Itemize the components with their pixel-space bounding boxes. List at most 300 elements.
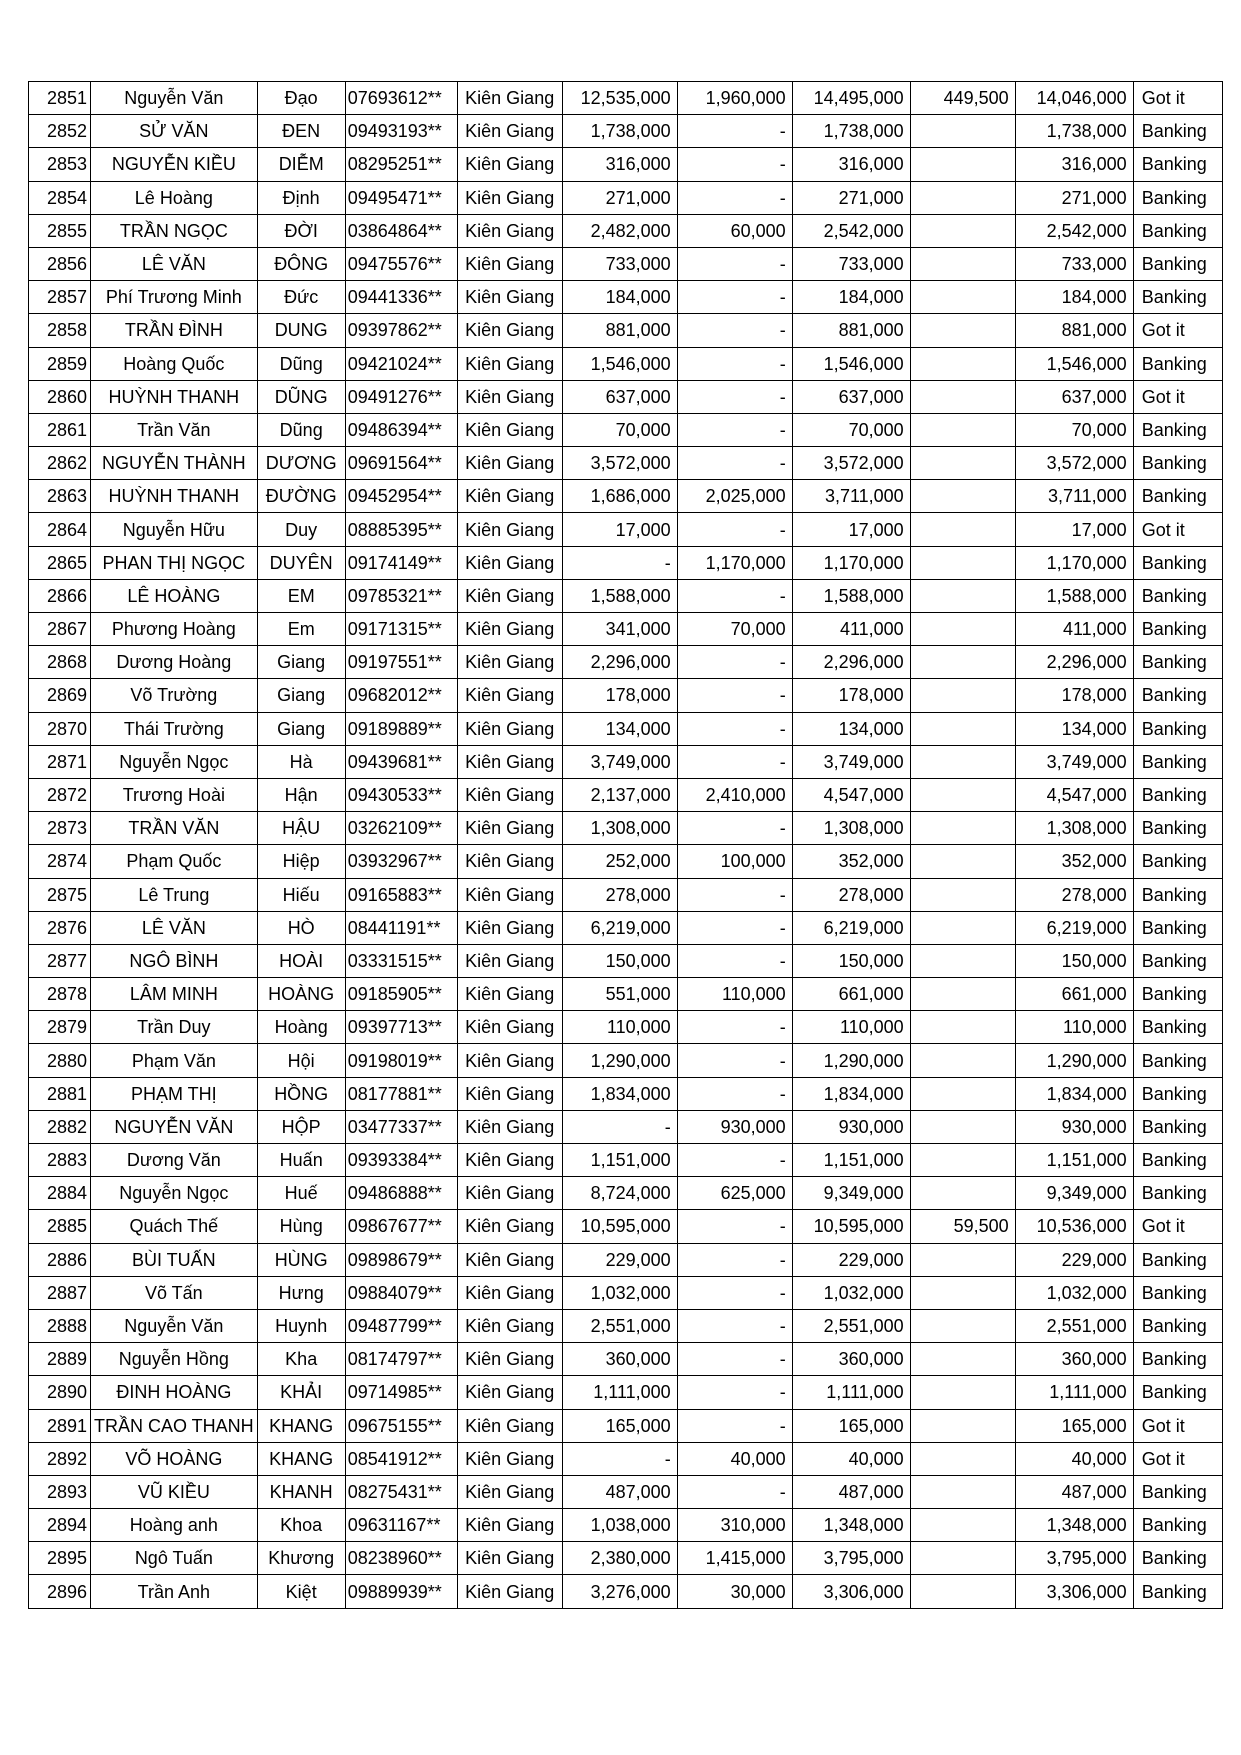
- total-cell: 1,170,000: [792, 546, 910, 579]
- province-cell: Kiên Giang: [457, 712, 562, 745]
- deduction-cell: [910, 1276, 1015, 1309]
- net-amount-cell: 3,795,000: [1015, 1542, 1133, 1575]
- net-amount-cell: 17,000: [1015, 513, 1133, 546]
- row-number-cell: 2891: [29, 1409, 91, 1442]
- phone-cell: 09495471**: [345, 181, 457, 214]
- total-cell: 1,308,000: [792, 812, 910, 845]
- total-cell: 110,000: [792, 1011, 910, 1044]
- total-cell: 10,595,000: [792, 1210, 910, 1243]
- surname-cell: LÊ HOÀNG: [91, 579, 258, 612]
- row-number-cell: 2885: [29, 1210, 91, 1243]
- table-row: [29, 148, 1223, 181]
- province-cell: Kiên Giang: [457, 281, 562, 314]
- table-row: [29, 181, 1223, 214]
- amount-2-cell: -: [677, 1077, 792, 1110]
- province-cell: Kiên Giang: [457, 1243, 562, 1276]
- total-cell: 178,000: [792, 679, 910, 712]
- surname-cell: Thái Trường: [91, 712, 258, 745]
- net-amount-cell: 1,738,000: [1015, 115, 1133, 148]
- net-amount-cell: 2,551,000: [1015, 1309, 1133, 1342]
- amount-1-cell: 1,038,000: [562, 1509, 677, 1542]
- payment-method-cell: Banking: [1133, 1475, 1222, 1508]
- given-name-cell: Hà: [257, 745, 345, 778]
- surname-cell: TRẦN CAO THANH: [91, 1409, 258, 1442]
- row-number-cell: 2870: [29, 712, 91, 745]
- total-cell: 316,000: [792, 148, 910, 181]
- amount-2-cell: -: [677, 347, 792, 380]
- deduction-cell: [910, 1442, 1015, 1475]
- province-cell: Kiên Giang: [457, 1509, 562, 1542]
- total-cell: 6,219,000: [792, 911, 910, 944]
- total-cell: 14,495,000: [792, 82, 910, 115]
- deduction-cell: [910, 1243, 1015, 1276]
- payment-method-cell: Banking: [1133, 480, 1222, 513]
- province-cell: Kiên Giang: [457, 1144, 562, 1177]
- amount-2-cell: -: [677, 247, 792, 280]
- amount-2-cell: 930,000: [677, 1110, 792, 1143]
- province-cell: Kiên Giang: [457, 845, 562, 878]
- surname-cell: HUỲNH THANH: [91, 380, 258, 413]
- given-name-cell: HÙNG: [257, 1243, 345, 1276]
- phone-cell: 09397862**: [345, 314, 457, 347]
- phone-cell: 09475576**: [345, 247, 457, 280]
- amount-2-cell: 2,410,000: [677, 778, 792, 811]
- amount-2-cell: -: [677, 115, 792, 148]
- surname-cell: Lê Trung: [91, 878, 258, 911]
- amount-1-cell: 278,000: [562, 878, 677, 911]
- net-amount-cell: 2,542,000: [1015, 214, 1133, 247]
- row-number-cell: 2864: [29, 513, 91, 546]
- row-number-cell: 2879: [29, 1011, 91, 1044]
- amount-2-cell: -: [677, 447, 792, 480]
- table-row: [29, 911, 1223, 944]
- net-amount-cell: 360,000: [1015, 1343, 1133, 1376]
- given-name-cell: KHANG: [257, 1409, 345, 1442]
- total-cell: 184,000: [792, 281, 910, 314]
- total-cell: 150,000: [792, 944, 910, 977]
- deduction-cell: [910, 1177, 1015, 1210]
- row-number-cell: 2878: [29, 978, 91, 1011]
- row-number-cell: 2862: [29, 447, 91, 480]
- data-table: [28, 81, 1223, 1609]
- total-cell: 930,000: [792, 1110, 910, 1143]
- table-row: [29, 1343, 1223, 1376]
- table-row: [29, 447, 1223, 480]
- surname-cell: Dương Hoàng: [91, 646, 258, 679]
- payment-method-cell: Banking: [1133, 745, 1222, 778]
- amount-2-cell: 1,170,000: [677, 546, 792, 579]
- surname-cell: PHẠM THỊ: [91, 1077, 258, 1110]
- given-name-cell: Huấn: [257, 1144, 345, 1177]
- table-row: [29, 214, 1223, 247]
- payment-method-cell: Banking: [1133, 579, 1222, 612]
- amount-1-cell: 316,000: [562, 148, 677, 181]
- phone-cell: 09889939**: [345, 1575, 457, 1608]
- phone-cell: 08885395**: [345, 513, 457, 546]
- payment-method-cell: Banking: [1133, 978, 1222, 1011]
- province-cell: Kiên Giang: [457, 812, 562, 845]
- surname-cell: NGUYỄN KIỀU: [91, 148, 258, 181]
- amount-2-cell: -: [677, 1011, 792, 1044]
- surname-cell: TRẦN VĂN: [91, 812, 258, 845]
- province-cell: Kiên Giang: [457, 878, 562, 911]
- row-number-cell: 2877: [29, 944, 91, 977]
- province-cell: Kiên Giang: [457, 1475, 562, 1508]
- table-row: [29, 1177, 1223, 1210]
- amount-1-cell: 551,000: [562, 978, 677, 1011]
- phone-cell: 09493193**: [345, 115, 457, 148]
- phone-cell: 09165883**: [345, 878, 457, 911]
- phone-cell: 08238960**: [345, 1542, 457, 1575]
- total-cell: 1,290,000: [792, 1044, 910, 1077]
- row-number-cell: 2875: [29, 878, 91, 911]
- given-name-cell: Huế: [257, 1177, 345, 1210]
- province-cell: Kiên Giang: [457, 1376, 562, 1409]
- given-name-cell: KHANG: [257, 1442, 345, 1475]
- amount-2-cell: 110,000: [677, 978, 792, 1011]
- surname-cell: Nguyễn Hồng: [91, 1343, 258, 1376]
- net-amount-cell: 733,000: [1015, 247, 1133, 280]
- amount-2-cell: 70,000: [677, 613, 792, 646]
- row-number-cell: 2873: [29, 812, 91, 845]
- payment-method-cell: Banking: [1133, 214, 1222, 247]
- amount-2-cell: -: [677, 148, 792, 181]
- amount-1-cell: 70,000: [562, 413, 677, 446]
- amount-2-cell: -: [677, 1309, 792, 1342]
- province-cell: Kiên Giang: [457, 944, 562, 977]
- table-row: [29, 1110, 1223, 1143]
- given-name-cell: DŨNG: [257, 380, 345, 413]
- amount-2-cell: -: [677, 513, 792, 546]
- net-amount-cell: 1,151,000: [1015, 1144, 1133, 1177]
- table-row: [29, 513, 1223, 546]
- payment-method-cell: Got it: [1133, 1442, 1222, 1475]
- surname-cell: Võ Tấn: [91, 1276, 258, 1309]
- deduction-cell: [910, 579, 1015, 612]
- amount-1-cell: -: [562, 546, 677, 579]
- phone-cell: 09486394**: [345, 413, 457, 446]
- amount-1-cell: -: [562, 1110, 677, 1143]
- province-cell: Kiên Giang: [457, 1044, 562, 1077]
- table-row: [29, 1475, 1223, 1508]
- total-cell: 3,795,000: [792, 1542, 910, 1575]
- table-row: [29, 314, 1223, 347]
- province-cell: Kiên Giang: [457, 911, 562, 944]
- phone-cell: 09867677**: [345, 1210, 457, 1243]
- province-cell: Kiên Giang: [457, 646, 562, 679]
- phone-cell: 09439681**: [345, 745, 457, 778]
- deduction-cell: [910, 513, 1015, 546]
- phone-cell: 09884079**: [345, 1276, 457, 1309]
- deduction-cell: [910, 1509, 1015, 1542]
- province-cell: Kiên Giang: [457, 380, 562, 413]
- payment-method-cell: Banking: [1133, 1011, 1222, 1044]
- amount-2-cell: -: [677, 878, 792, 911]
- surname-cell: Dương Văn: [91, 1144, 258, 1177]
- phone-cell: 08441191**: [345, 911, 457, 944]
- total-cell: 881,000: [792, 314, 910, 347]
- deduction-cell: [910, 812, 1015, 845]
- net-amount-cell: 316,000: [1015, 148, 1133, 181]
- table-row: [29, 812, 1223, 845]
- province-cell: Kiên Giang: [457, 314, 562, 347]
- net-amount-cell: 1,170,000: [1015, 546, 1133, 579]
- given-name-cell: Hoàng: [257, 1011, 345, 1044]
- amount-2-cell: -: [677, 1044, 792, 1077]
- province-cell: Kiên Giang: [457, 347, 562, 380]
- phone-cell: 03477337**: [345, 1110, 457, 1143]
- province-cell: Kiên Giang: [457, 1309, 562, 1342]
- total-cell: 3,749,000: [792, 745, 910, 778]
- net-amount-cell: 278,000: [1015, 878, 1133, 911]
- deduction-cell: [910, 115, 1015, 148]
- surname-cell: TRẦN NGỌC: [91, 214, 258, 247]
- phone-cell: 08275431**: [345, 1475, 457, 1508]
- table-row: [29, 778, 1223, 811]
- given-name-cell: Kiệt: [257, 1575, 345, 1608]
- amount-1-cell: 3,276,000: [562, 1575, 677, 1608]
- phone-cell: 03331515**: [345, 944, 457, 977]
- given-name-cell: KHẢI: [257, 1376, 345, 1409]
- row-number-cell: 2888: [29, 1309, 91, 1342]
- payment-method-cell: Got it: [1133, 314, 1222, 347]
- total-cell: 1,348,000: [792, 1509, 910, 1542]
- amount-1-cell: 165,000: [562, 1409, 677, 1442]
- province-cell: Kiên Giang: [457, 1110, 562, 1143]
- phone-cell: 09441336**: [345, 281, 457, 314]
- amount-2-cell: 40,000: [677, 1442, 792, 1475]
- amount-1-cell: 17,000: [562, 513, 677, 546]
- net-amount-cell: 881,000: [1015, 314, 1133, 347]
- deduction-cell: [910, 712, 1015, 745]
- province-cell: Kiên Giang: [457, 1276, 562, 1309]
- total-cell: 3,306,000: [792, 1575, 910, 1608]
- payment-method-cell: Banking: [1133, 812, 1222, 845]
- net-amount-cell: 487,000: [1015, 1475, 1133, 1508]
- deduction-cell: [910, 878, 1015, 911]
- total-cell: 2,551,000: [792, 1309, 910, 1342]
- net-amount-cell: 70,000: [1015, 413, 1133, 446]
- deduction-cell: [910, 1542, 1015, 1575]
- net-amount-cell: 1,290,000: [1015, 1044, 1133, 1077]
- deduction-cell: [910, 447, 1015, 480]
- table-row: [29, 1077, 1223, 1110]
- given-name-cell: Hiệp: [257, 845, 345, 878]
- amount-2-cell: 100,000: [677, 845, 792, 878]
- deduction-cell: [910, 1575, 1015, 1608]
- payment-method-cell: Banking: [1133, 1343, 1222, 1376]
- payment-method-cell: Banking: [1133, 115, 1222, 148]
- deduction-cell: [910, 181, 1015, 214]
- province-cell: Kiên Giang: [457, 1542, 562, 1575]
- payment-method-cell: Banking: [1133, 247, 1222, 280]
- phone-cell: 09491276**: [345, 380, 457, 413]
- amount-2-cell: -: [677, 1276, 792, 1309]
- amount-2-cell: 625,000: [677, 1177, 792, 1210]
- payment-method-cell: Banking: [1133, 679, 1222, 712]
- deduction-cell: [910, 281, 1015, 314]
- row-number-cell: 2896: [29, 1575, 91, 1608]
- phone-cell: 08177881**: [345, 1077, 457, 1110]
- province-cell: Kiên Giang: [457, 148, 562, 181]
- total-cell: 411,000: [792, 613, 910, 646]
- phone-cell: 08541912**: [345, 1442, 457, 1475]
- row-number-cell: 2881: [29, 1077, 91, 1110]
- given-name-cell: Giang: [257, 646, 345, 679]
- net-amount-cell: 1,546,000: [1015, 347, 1133, 380]
- province-cell: Kiên Giang: [457, 978, 562, 1011]
- deduction-cell: 59,500: [910, 1210, 1015, 1243]
- province-cell: Kiên Giang: [457, 247, 562, 280]
- surname-cell: LÊ VĂN: [91, 247, 258, 280]
- surname-cell: Phạm Quốc: [91, 845, 258, 878]
- total-cell: 487,000: [792, 1475, 910, 1508]
- amount-1-cell: 6,219,000: [562, 911, 677, 944]
- payment-method-cell: Banking: [1133, 878, 1222, 911]
- amount-2-cell: -: [677, 281, 792, 314]
- net-amount-cell: 134,000: [1015, 712, 1133, 745]
- surname-cell: Nguyễn Ngọc: [91, 1177, 258, 1210]
- given-name-cell: Hùng: [257, 1210, 345, 1243]
- province-cell: Kiên Giang: [457, 778, 562, 811]
- net-amount-cell: 150,000: [1015, 944, 1133, 977]
- amount-1-cell: 3,572,000: [562, 447, 677, 480]
- deduction-cell: [910, 679, 1015, 712]
- province-cell: Kiên Giang: [457, 82, 562, 115]
- table-row: [29, 1243, 1223, 1276]
- total-cell: 4,547,000: [792, 778, 910, 811]
- deduction-cell: [910, 1309, 1015, 1342]
- table-row: [29, 1509, 1223, 1542]
- payment-method-cell: Banking: [1133, 148, 1222, 181]
- total-cell: 1,738,000: [792, 115, 910, 148]
- table-row: [29, 1542, 1223, 1575]
- net-amount-cell: 1,348,000: [1015, 1509, 1133, 1542]
- amount-1-cell: 178,000: [562, 679, 677, 712]
- row-number-cell: 2887: [29, 1276, 91, 1309]
- table-row: [29, 978, 1223, 1011]
- amount-2-cell: 1,415,000: [677, 1542, 792, 1575]
- amount-1-cell: 2,137,000: [562, 778, 677, 811]
- payment-method-cell: Banking: [1133, 1309, 1222, 1342]
- amount-2-cell: -: [677, 911, 792, 944]
- surname-cell: SỬ VĂN: [91, 115, 258, 148]
- amount-1-cell: 733,000: [562, 247, 677, 280]
- amount-2-cell: -: [677, 812, 792, 845]
- phone-cell: 09631167**: [345, 1509, 457, 1542]
- table-row: [29, 1376, 1223, 1409]
- given-name-cell: HẬU: [257, 812, 345, 845]
- amount-1-cell: 341,000: [562, 613, 677, 646]
- total-cell: 271,000: [792, 181, 910, 214]
- given-name-cell: Duy: [257, 513, 345, 546]
- total-cell: 165,000: [792, 1409, 910, 1442]
- table-row: [29, 745, 1223, 778]
- table-row: [29, 944, 1223, 977]
- phone-cell: 09174149**: [345, 546, 457, 579]
- deduction-cell: [910, 546, 1015, 579]
- amount-2-cell: -: [677, 314, 792, 347]
- surname-cell: Trần Văn: [91, 413, 258, 446]
- payment-method-cell: Banking: [1133, 281, 1222, 314]
- amount-1-cell: 2,482,000: [562, 214, 677, 247]
- table-row: [29, 1575, 1223, 1608]
- amount-2-cell: -: [677, 679, 792, 712]
- province-cell: Kiên Giang: [457, 579, 562, 612]
- given-name-cell: Kha: [257, 1343, 345, 1376]
- given-name-cell: Hiếu: [257, 878, 345, 911]
- amount-2-cell: -: [677, 1243, 792, 1276]
- total-cell: 1,032,000: [792, 1276, 910, 1309]
- deduction-cell: [910, 745, 1015, 778]
- province-cell: Kiên Giang: [457, 679, 562, 712]
- row-number-cell: 2886: [29, 1243, 91, 1276]
- surname-cell: Nguyễn Hữu: [91, 513, 258, 546]
- amount-1-cell: 12,535,000: [562, 82, 677, 115]
- net-amount-cell: 184,000: [1015, 281, 1133, 314]
- table-row: [29, 646, 1223, 679]
- surname-cell: NGUYỄN THÀNH: [91, 447, 258, 480]
- surname-cell: Ngô Tuấn: [91, 1542, 258, 1575]
- amount-1-cell: 1,111,000: [562, 1376, 677, 1409]
- province-cell: Kiên Giang: [457, 181, 562, 214]
- amount-1-cell: 1,290,000: [562, 1044, 677, 1077]
- amount-2-cell: -: [677, 579, 792, 612]
- payment-method-cell: Banking: [1133, 1509, 1222, 1542]
- total-cell: 3,711,000: [792, 480, 910, 513]
- amount-1-cell: 2,551,000: [562, 1309, 677, 1342]
- row-number-cell: 2852: [29, 115, 91, 148]
- given-name-cell: ĐÔNG: [257, 247, 345, 280]
- table-row: [29, 247, 1223, 280]
- table-row: [29, 1276, 1223, 1309]
- province-cell: Kiên Giang: [457, 513, 562, 546]
- phone-cell: 09430533**: [345, 778, 457, 811]
- given-name-cell: DIỄM: [257, 148, 345, 181]
- deduction-cell: [910, 1077, 1015, 1110]
- net-amount-cell: 10,536,000: [1015, 1210, 1133, 1243]
- deduction-cell: [910, 380, 1015, 413]
- row-number-cell: 2853: [29, 148, 91, 181]
- phone-cell: 08174797**: [345, 1343, 457, 1376]
- surname-cell: Phương Hoàng: [91, 613, 258, 646]
- amount-2-cell: -: [677, 712, 792, 745]
- net-amount-cell: 411,000: [1015, 613, 1133, 646]
- phone-cell: 09198019**: [345, 1044, 457, 1077]
- total-cell: 229,000: [792, 1243, 910, 1276]
- province-cell: Kiên Giang: [457, 413, 562, 446]
- payment-method-cell: Banking: [1133, 1243, 1222, 1276]
- payment-method-cell: Banking: [1133, 1110, 1222, 1143]
- table-row: [29, 281, 1223, 314]
- surname-cell: PHAN THỊ NGỌC: [91, 546, 258, 579]
- table-row: [29, 480, 1223, 513]
- deduction-cell: [910, 1376, 1015, 1409]
- phone-cell: 09171315**: [345, 613, 457, 646]
- surname-cell: Hoàng Quốc: [91, 347, 258, 380]
- row-number-cell: 2890: [29, 1376, 91, 1409]
- province-cell: Kiên Giang: [457, 1210, 562, 1243]
- amount-1-cell: -: [562, 1442, 677, 1475]
- net-amount-cell: 1,111,000: [1015, 1376, 1133, 1409]
- province-cell: Kiên Giang: [457, 546, 562, 579]
- phone-cell: 09421024**: [345, 347, 457, 380]
- province-cell: Kiên Giang: [457, 480, 562, 513]
- total-cell: 134,000: [792, 712, 910, 745]
- net-amount-cell: 40,000: [1015, 1442, 1133, 1475]
- row-number-cell: 2882: [29, 1110, 91, 1143]
- payment-method-cell: Got it: [1133, 82, 1222, 115]
